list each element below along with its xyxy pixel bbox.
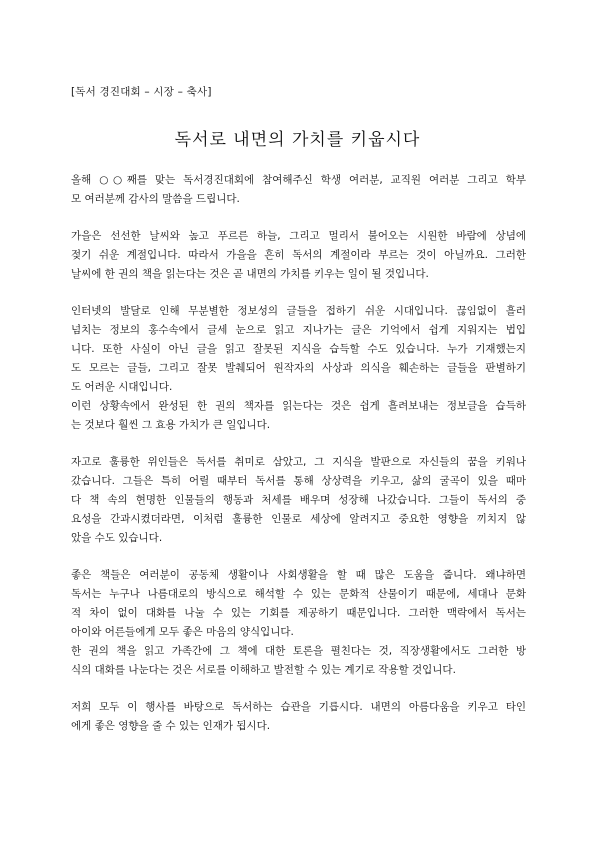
paragraph-autumn bbox=[71, 227, 526, 284]
text-line: 다 책 속의 현명한 인물들의 행동과 처세를 배우며 성장해 나갔습니다. 그들이 독서의 중 bbox=[71, 494, 526, 506]
text-line: 요성을 간과시켰더라면, 이처럼 훌륭한 인물로 세상에 알려지고 중요한 영향을 끼치지 않 bbox=[71, 513, 526, 525]
text-line: 좋은 책들은 여러분이 공동체 생활이나 사회생활을 할 때 많은 도움을 줍니다. 왜냐하면 bbox=[71, 569, 526, 581]
text-line: 날씨에 한 권의 책을 읽는다는 것은 곧 내면의 가치를 키우는 일이 될 것입니다. bbox=[71, 268, 429, 280]
text-line: 자고로 훌륭한 위인들은 독서를 취미로 삼았고, 그 지식을 발판으로 자신들의 꿈을 키워나 bbox=[71, 456, 526, 468]
paragraph-greeting bbox=[71, 171, 526, 209]
paragraph-good-books bbox=[71, 566, 526, 680]
text-line: 갔습니다. 그들은 특히 어릴 때부터 독서를 통해 상상력을 키우고, 삶의 굴곡이 있을 때마 bbox=[71, 475, 526, 487]
text-line: 모 여러분께 감사의 말씀을 드립니다. bbox=[71, 193, 240, 205]
text-line: 적 차이 없이 대화를 나눌 수 있는 기회를 제공하기 때문입니다. 그러한 맥락에서 독서는 bbox=[71, 607, 526, 619]
text-line: 도 모르는 글들, 그리고 잘못 발췌되어 원작자의 사상과 의식을 훼손하는 글들을 판별하기 bbox=[71, 362, 526, 374]
text-line: 독서는 누구나 나름대로의 방식으로 해석할 수 있는 문화적 산물이기 때문에, 세대나 문화 bbox=[71, 588, 526, 600]
document-body bbox=[71, 171, 526, 754]
text-line: 는 것보다 훨씬 그 효용 가치가 큰 일입니다. bbox=[71, 419, 271, 431]
text-line: 저희 모두 이 행사를 바탕으로 독서하는 습관을 기릅시다. 내면의 아름다움을 키우고 타인 bbox=[71, 701, 526, 713]
text-line: 올해 ○○째를 맞는 독서경진대회에 참여해주신 학생 여러분, 교직원 여러분 그리고 학부 bbox=[71, 174, 526, 186]
text-line: 았을 수도 있습니다. bbox=[71, 532, 163, 544]
page-title: 독서로 내면의 가치를 키웁시다 bbox=[174, 130, 421, 150]
text-line: 이런 상황속에서 완성된 한 권의 책자를 읽는다는 것은 쉽게 흘려보내는 정보글을 습득하 bbox=[71, 400, 526, 412]
text-line: 넘치는 정보의 홍수속에서 글세 눈으로 읽고 지나가는 글은 기억에서 쉽게 지워지는 법입 bbox=[71, 324, 526, 336]
text-line: 한 권의 책을 읽고 가족간에 그 책에 대한 토론을 펼친다는 것, 직장생활에서도 그러한 방 bbox=[71, 645, 526, 657]
text-line: 도 어려운 시대입니다. bbox=[71, 381, 173, 393]
text-line: 인터넷의 발달로 인해 무분별한 정보성의 글들을 접하기 쉬운 시대입니다. 끊임없이 흘러 bbox=[71, 305, 526, 317]
text-line: 에게 좋은 영향을 줄 수 있는 인재가 됩시다. bbox=[71, 720, 271, 732]
text-line: 아이와 어른들에게 모두 좋은 마음의 양식입니다. bbox=[71, 626, 294, 638]
header-tag: [독서 경진대회 – 시장 – 축사] bbox=[71, 86, 212, 98]
text-line: 니다. 또한 사실이 아닌 글을 읽고 잘못된 지식을 습득할 수도 있습니다. 누가 기재했는지 bbox=[71, 343, 526, 355]
paragraph-internet bbox=[71, 302, 526, 435]
paragraph-closing bbox=[71, 698, 526, 736]
paragraph-great-people bbox=[71, 453, 526, 548]
text-line: 식의 대화를 나눈다는 것은 서로를 이해하고 발전할 수 있는 계기로 작용할 것입니다. bbox=[71, 664, 456, 676]
text-line: 가을은 선선한 날씨와 높고 푸르른 하늘, 그리고 멀리서 불어오는 시원한 바람에 상념에 bbox=[71, 230, 526, 242]
text-line: 젖기 쉬운 계절입니다. 따라서 가을을 흔히 독서의 계절이라 부르는 것이 아닐까요. 그러한 bbox=[71, 249, 526, 261]
